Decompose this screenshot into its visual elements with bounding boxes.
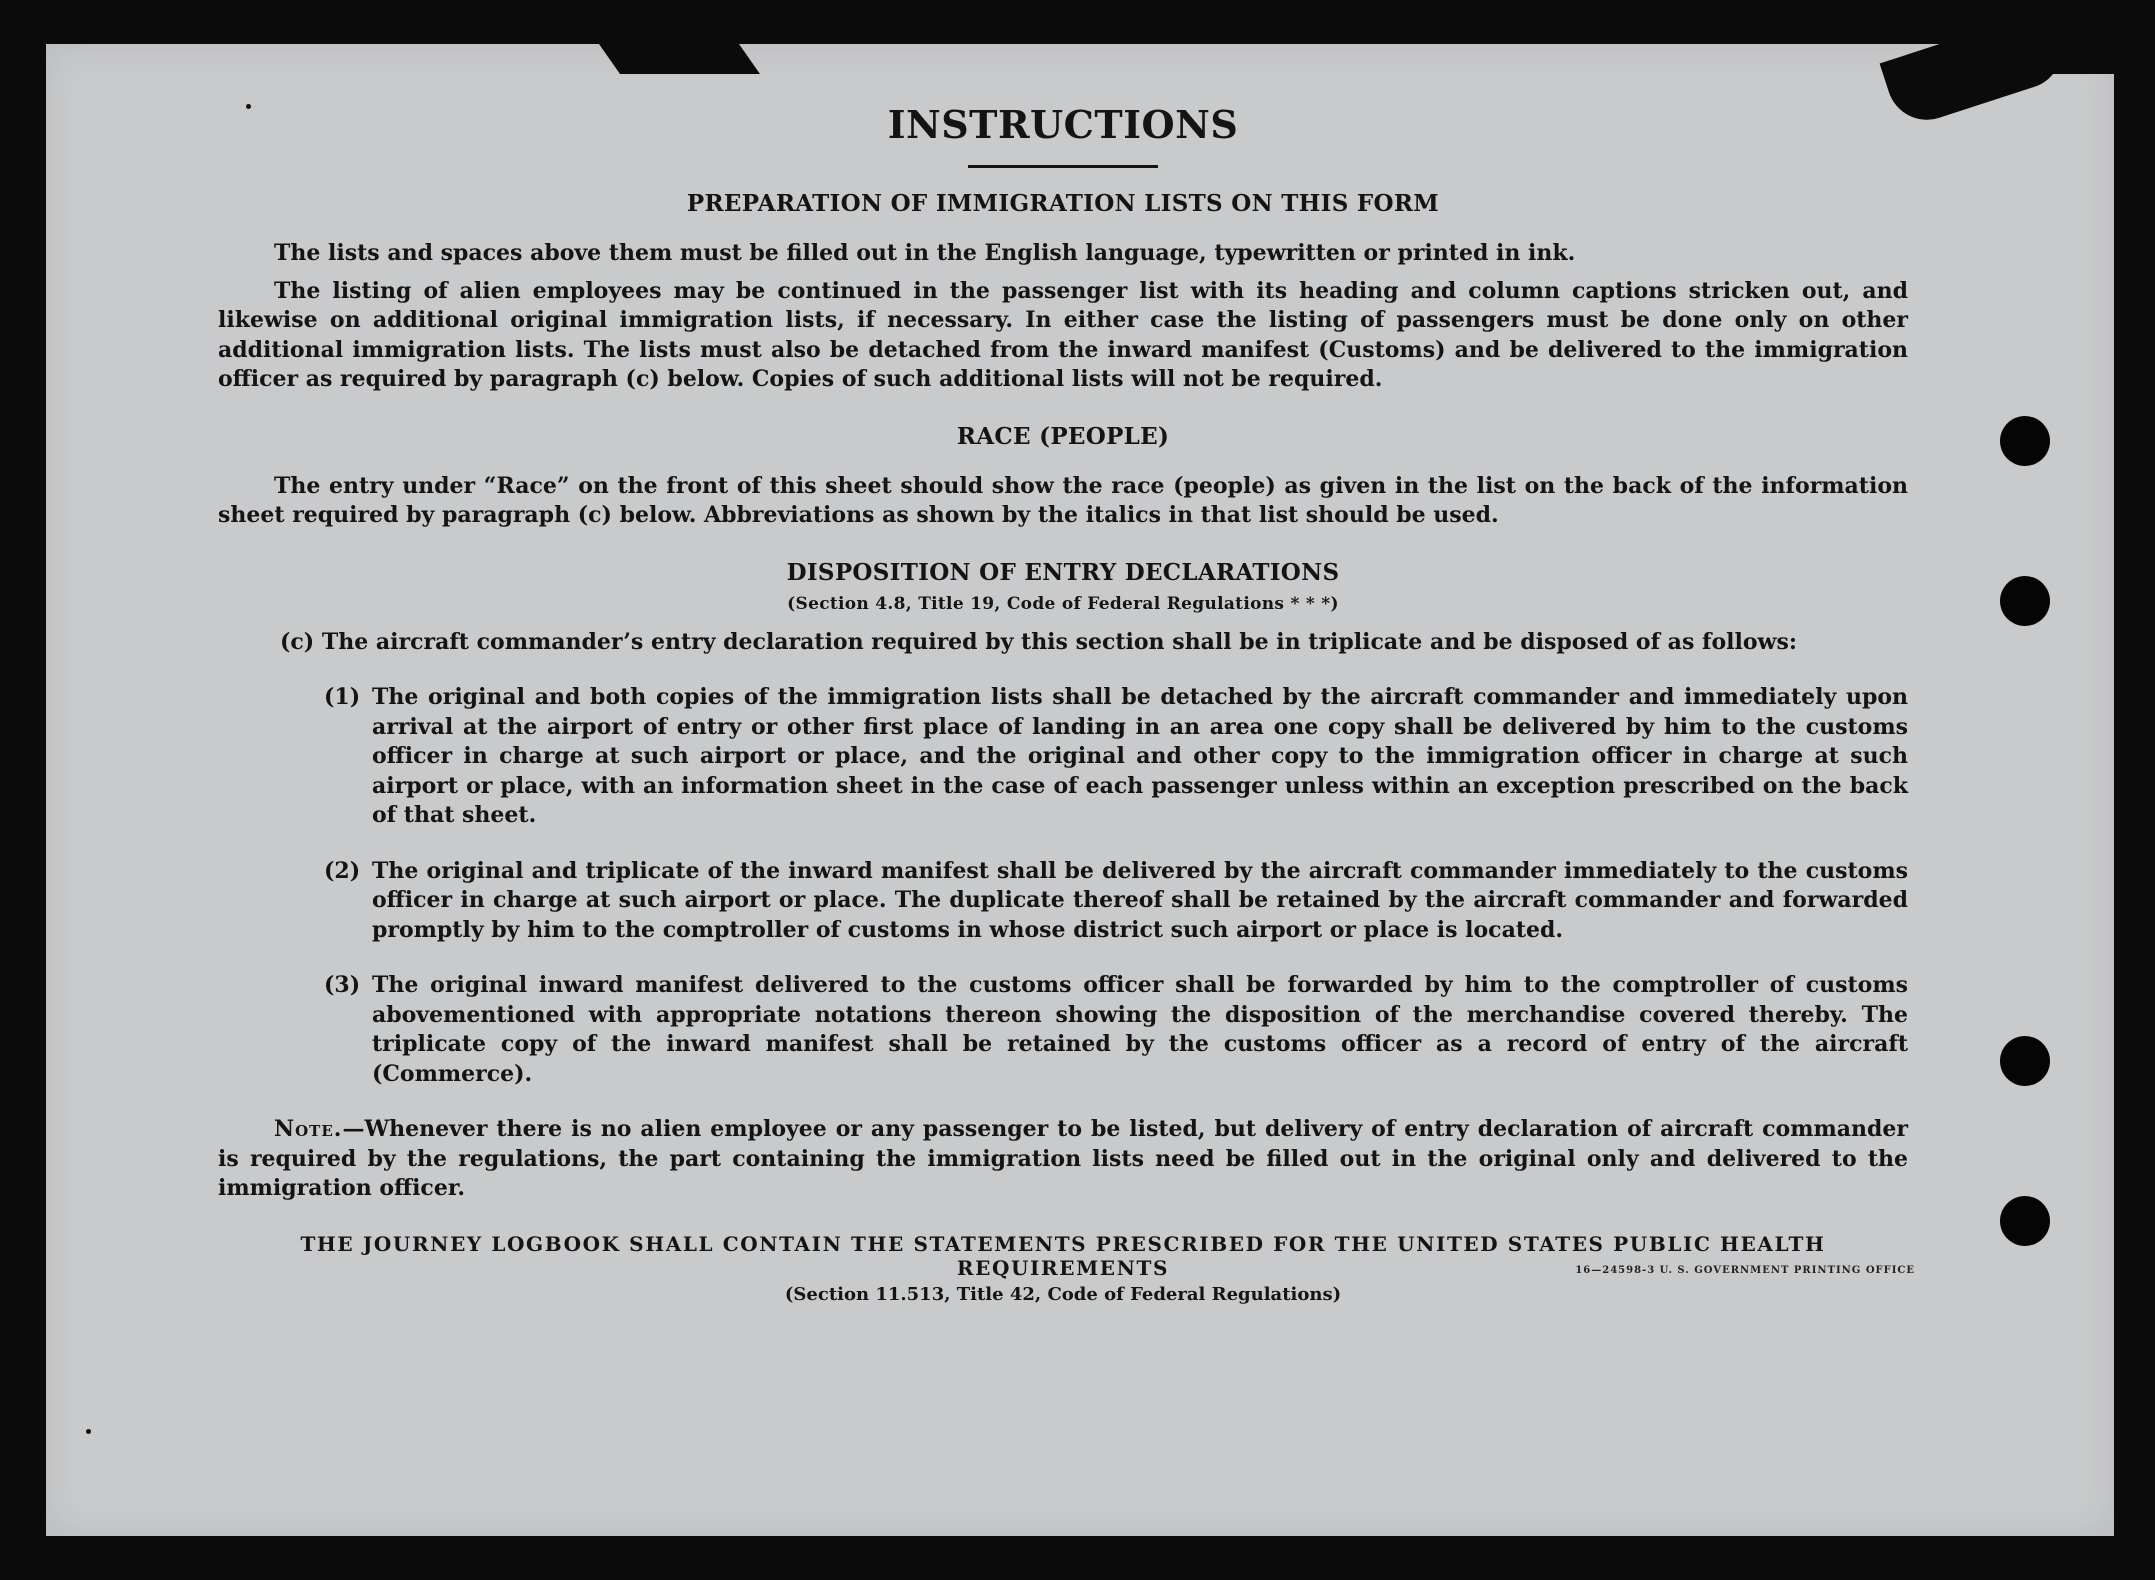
punch-hole-1: [2000, 416, 2050, 466]
page-title: INSTRUCTIONS: [887, 102, 1239, 147]
preparation-heading: PREPARATION OF IMMIGRATION LISTS ON THIS FORM: [686, 190, 1440, 217]
note-text: —Whenever there is no alien employee or any passenger to be listed, but delivery of entry declaration of aircraft commander is required by the regulations, the part containing the immigration lists need be filled out in the original only and delivered to the immigration officer.: [218, 1116, 1908, 1201]
torn-edge-left: [592, 34, 760, 74]
clause-c: (c) The aircraft commander’s entry declaration required by this section shall be in triplicate and be disposed of as follows:: [280, 628, 1797, 655]
item-text: The original inward manifest delivered to the customs officer shall be forwarded by him to the comptroller of customs abovementioned with appropriate notations thereon showing the disposition of the merchandise covered thereby. The triplicate copy of the inward manifest shall be retained by the customs officer as a record of entry of the aircraft (Commerce).: [372, 972, 1908, 1087]
speck: [86, 1429, 91, 1434]
punch-hole-3: [2000, 1036, 2050, 1086]
item-text: The original and triplicate of the inward manifest shall be delivered by the aircraft commander immediately to the customs officer in charge at such airport or place. The duplicate thereof shall be retained by the aircraft commander and forwarded promptly by him to the comptroller of customs in whose district such airport or place is located.: [372, 857, 1908, 943]
list-item: [324, 857, 1908, 946]
note-paragraph: [218, 1115, 1908, 1204]
printer-mark: 16—24598-3 U. S. GOVERNMENT PRINTING OFFICE: [1575, 1265, 1915, 1276]
list-item: [324, 971, 1908, 1089]
list-item: [324, 683, 1908, 831]
race-heading: RACE (PEOPLE): [956, 422, 1170, 450]
torn-edge-right-2: [2026, 34, 2116, 74]
item-number: (3): [324, 972, 361, 998]
preparation-para-2: The listing of alien employees may be continued in the passenger list with its heading and column captions stricken out, and likewise on additional original immigration lists, if necessary. In either case the listing of passengers must be done only on other additional immigration lists. The lists must also be detached from the inward manifest (Customs) and be delivered to the immigration officer as required by paragraph (c) below. Copies of such additional lists will not be required.: [218, 277, 1908, 392]
preparation-para-1: The lists and spaces above them must be filled out in the English language, typewritten or printed in ink.: [274, 240, 1576, 266]
race-para: The entry under “Race” on the front of this sheet should show the race (people) as given in the list on the back of the information sheet required by paragraph (c) below. Abbreviations as shown by the italics in that list should be used.: [218, 472, 1908, 528]
item-number: (2): [324, 857, 361, 884]
disposition-subheading: (Section 4.8, Title 19, Code of Federal Regulations * * *): [787, 593, 1339, 614]
punch-hole-2: [2000, 576, 2050, 626]
note-label: Note.: [274, 1116, 343, 1142]
health-requirements-citation: (Section 11.513, Title 42, Code of Federal Regulations): [784, 1283, 1342, 1305]
item-number: (1): [324, 684, 361, 710]
item-text: The original and both copies of the immigration lists shall be detached by the aircraft commander and immediately upon arrival at the airport of entry or other first place of landing in an area one copy shall be delivered by him to the customs officer in charge at such airport or place, and the original and other copy to the immigration officer in charge at such airport or place, with an information sheet in the case of each passenger unless within an exception prescribed on the back of that sheet.: [372, 684, 1908, 828]
punch-hole-4: [2000, 1196, 2050, 1246]
title-underline: [968, 165, 1158, 168]
instructions-content: [218, 96, 1908, 1305]
health-requirements-line: THE JOURNEY LOGBOOK SHALL CONTAIN THE STATEMENTS PRESCRIBED FOR THE UNITED STATES PUBLIC HEALTH REQUIREMENTS: [300, 1231, 1826, 1280]
disposition-heading: DISPOSITION OF ENTRY DECLARATIONS: [786, 558, 1340, 586]
